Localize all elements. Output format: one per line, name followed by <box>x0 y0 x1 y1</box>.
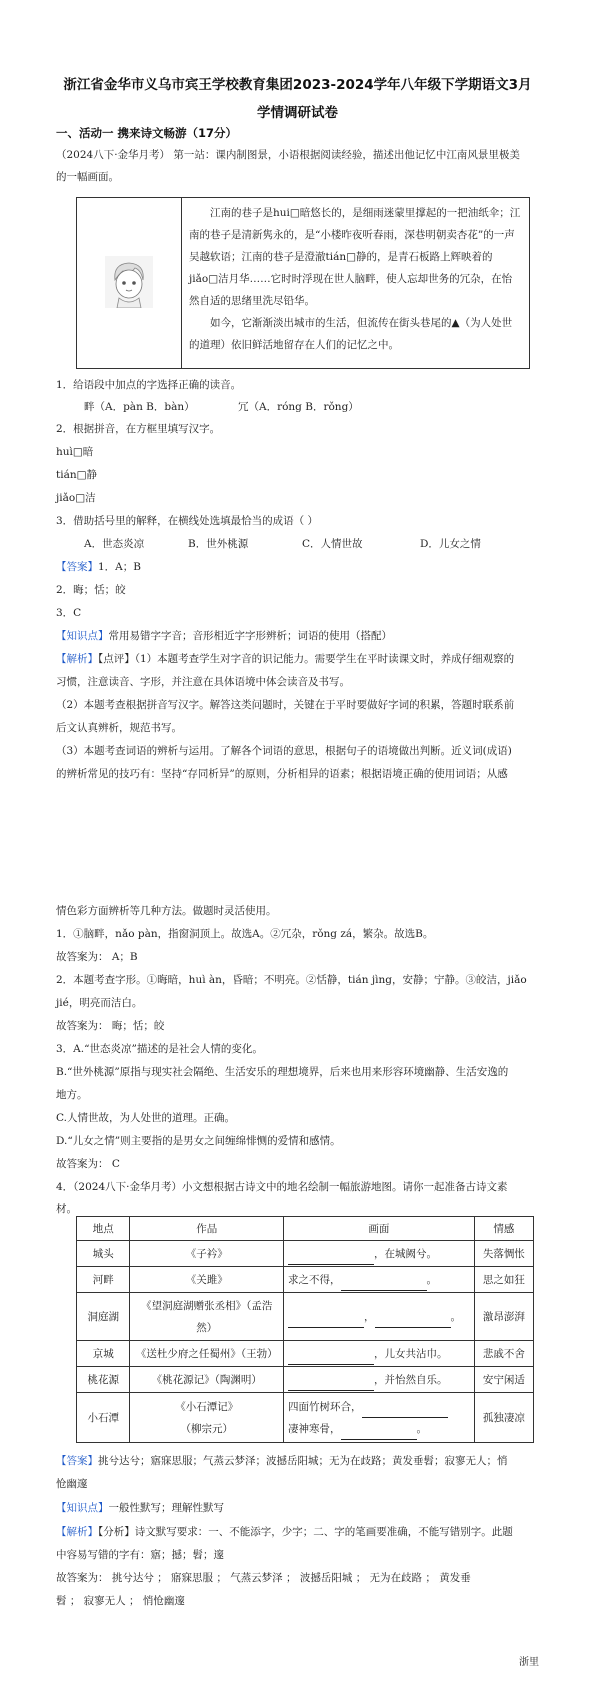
header-work: 作品 <box>130 1217 284 1241</box>
section-heading: 一、活动一 携来诗文畅游（17分） <box>56 126 238 140</box>
cell-emotion: 思之如狂 <box>474 1267 533 1293</box>
table-row <box>77 1341 534 1367</box>
table-header-row <box>77 1217 534 1241</box>
page-footer: 浙里 <box>519 1657 539 1668</box>
scene-text: 四面竹树环合， <box>288 1400 362 1413</box>
cell-place: 京城 <box>77 1341 130 1367</box>
cell-emotion: 悲戚不舍 <box>474 1341 533 1367</box>
fill-blank[interactable] <box>341 1276 427 1291</box>
analysis4-line1 <box>56 1521 544 1543</box>
cell-work <box>130 1393 284 1443</box>
question-intro-line2: 的一幅画面。 <box>56 171 119 183</box>
work-author: （柳宗元） <box>180 1422 233 1435</box>
fill-blank[interactable] <box>375 1313 451 1328</box>
cell-scene <box>284 1341 475 1367</box>
analysis4-line4: 髫 ； 寂寥无人 ； 悄怆幽邃 <box>56 1595 185 1607</box>
fill-blank[interactable] <box>288 1250 374 1265</box>
q2-item-c: jiǎo□洁 <box>56 492 96 504</box>
doc-title-line2: 学情调研试卷 <box>257 105 338 121</box>
q3-stem: 3．借助括号里的解释，在横线处选填最恰当的成语（ ） <box>56 515 319 527</box>
knowledge4-line <box>56 1497 544 1519</box>
cell-scene <box>284 1241 475 1267</box>
q3-option-a: A．世态炎凉 <box>84 538 145 550</box>
header-emotion: 情感 <box>474 1217 533 1241</box>
cell-work: 《关雎》 <box>130 1267 284 1293</box>
analysis-text-1: 【点评】（1）本题考查学生对字音的识记能力。需要学生在平时读课文时，养成仔细观察的 <box>98 653 515 665</box>
analysis-cont-12: 故答案为： C <box>56 1158 120 1170</box>
analysis-cont-11: D.“儿女之情”则主要指的是男女之间缠绵悱恻的爱情和感情。 <box>56 1135 341 1147</box>
cell-emotion: 安宁闲适 <box>474 1367 533 1393</box>
analysis-line2: 习惯，注意读音、字形，并注意在具体语境中体会读音及书写。 <box>56 676 350 688</box>
fill-blank[interactable] <box>362 1403 448 1418</box>
knowledge-tag: 【知识点】 <box>56 1502 109 1514</box>
answer-3: 3．C <box>56 607 82 619</box>
cell-place: 洞庭湖 <box>77 1293 130 1341</box>
q3-option-b: B．世外桃源 <box>188 538 249 550</box>
fill-blank[interactable] <box>341 1425 417 1440</box>
cell-emotion: 失落惆怅 <box>474 1241 533 1267</box>
q2-item-a: huì□暗 <box>56 446 94 458</box>
analysis-cont-1: 情色彩方面辨析等几种方法。做题时灵活使用。 <box>56 905 277 917</box>
table-row <box>77 1367 534 1393</box>
q2-item-b: tián□静 <box>56 469 98 481</box>
answer-1: 1．A；B <box>98 561 141 573</box>
q2-stem: 2．根据拼音，在方框里填写汉字。 <box>56 423 221 435</box>
poem-paragraph-2: 如今，它渐渐淡出城市的生活，但流传在街头巷尾的▲（为人处世的道理）依旧鲜活地留存在人们的记忆之中。 <box>189 317 513 351</box>
cell-scene <box>284 1267 475 1293</box>
knowledge-text: 常用易错字字音；音形相近字字形辨析；词语的使用（搭配） <box>108 630 392 642</box>
poem-illustration <box>77 198 182 368</box>
scene-text: ，在城阙兮。 <box>374 1247 437 1260</box>
analysis-cont-2: 1．①脑畔，nǎo pàn，指窗洞顶上。故选A。②冗杂，rǒng zá，繁杂。故选B。 <box>56 928 434 940</box>
cell-scene <box>284 1393 475 1443</box>
analysis-tag: 【解析】 <box>56 1526 98 1538</box>
knowledge-line <box>56 625 544 647</box>
cell-work: 《桃花源记》（陶渊明） <box>130 1367 284 1393</box>
analysis-cont-6: 故答案为： 晦；恬；皎 <box>56 1020 165 1032</box>
knowledge-tag: 【知识点】 <box>56 630 109 642</box>
cell-emotion: 激昂澎湃 <box>474 1293 533 1341</box>
scene-text: 。 <box>416 1422 427 1435</box>
q3-option-c: C．人情世故 <box>302 538 363 550</box>
analysis-tag: 【解析】 <box>56 653 98 665</box>
table-row <box>77 1267 534 1293</box>
header-scene: 画面 <box>284 1217 475 1241</box>
scene-text: 。 <box>426 1273 437 1286</box>
cell-emotion: 孤独凄凉 <box>474 1393 533 1443</box>
q1-option-a: 畔（A．pàn B．bàn） <box>84 401 195 413</box>
cell-place: 河畔 <box>77 1267 130 1293</box>
answer-tag: 【答案】 <box>56 1455 98 1467</box>
analysis-line6: 的辨析常见的技巧有：坚持“存同析异”的原则，分析相异的语素；根据语境正确的使用词语；从感 <box>56 768 508 780</box>
header-place: 地点 <box>77 1217 130 1241</box>
analysis-line1 <box>56 648 544 670</box>
analysis-cont-8: B.“世外桃源”原指与现实社会隔绝、生活安乐的理想境界，后来也用来形容环境幽静、生活安逸的 <box>56 1066 509 1078</box>
cell-scene <box>284 1367 475 1393</box>
answer-2: 2．晦；恬；皎 <box>56 584 126 596</box>
scene-text: 求之不得， <box>288 1273 341 1286</box>
analysis-line4: 后文认真辨析，规范书写。 <box>56 722 182 734</box>
analysis4-line2: 中容易写错的字有：寤；撼；髫；邃 <box>56 1549 224 1561</box>
scene-text: 凄神寒骨， <box>288 1422 341 1435</box>
analysis4-text-1: 【分析】诗文默写要求：一、不能添字，少字；二、字的笔画要准确，不能写错别字。此题 <box>98 1526 513 1538</box>
cell-work: 《送杜少府之任蜀州》（王勃） <box>130 1341 284 1367</box>
q4-stem-line2: 材。 <box>56 1203 77 1215</box>
analysis-cont-5: jié，明亮而洁白。 <box>56 997 143 1009</box>
answer4-line2: 怆幽邃 <box>56 1478 88 1490</box>
cell-scene <box>284 1293 475 1341</box>
poem-map-table <box>76 1216 534 1443</box>
question-intro-line1: （2024八下·金华月考） 第一站：课内制图景，小语根据阅读经验，描述出他记忆中江南风景里极美 <box>56 149 520 161</box>
answer4-line1 <box>56 1450 544 1472</box>
analysis-line5: （3）本题考查词语的辨析与运用。了解各个词语的意思，根据句子的语境做出判断。近义词(成语) <box>56 745 512 757</box>
scene-text: ， <box>364 1310 375 1323</box>
knowledge4-text: 一般性默写；理解性默写 <box>108 1502 224 1514</box>
analysis-cont-3: 故答案为： A；B <box>56 951 138 963</box>
analysis-line3: （2）本题考查根据拼音写汉字。解答这类问题时，关键在于平时要做好字词的积累，答题时联系前 <box>56 699 515 711</box>
table-row <box>77 1293 534 1341</box>
poem-box <box>76 197 530 369</box>
analysis-cont-7: 3．A.“世态炎凉”描述的是社会人情的变化。 <box>56 1043 263 1055</box>
fill-blank[interactable] <box>288 1350 374 1365</box>
table-row <box>77 1241 534 1267</box>
fill-blank[interactable] <box>288 1376 374 1391</box>
cell-place: 桃花源 <box>77 1367 130 1393</box>
answer4-text-1: 挑兮达兮；寤寐思服；气蒸云梦泽；波撼岳阳城；无为在歧路；黄发垂髫；寂寥无人；悄 <box>98 1455 508 1467</box>
analysis4-line3: 故答案为： 挑兮达兮 ； 寤寐思服 ； 气蒸云梦泽 ； 波撼岳阳城 ； 无为在歧路 ； 黄发垂 <box>56 1572 471 1584</box>
answer-line <box>56 556 544 578</box>
cell-work: 《望洞庭湖赠张丞相》（孟浩然） <box>130 1293 284 1341</box>
work-title: 《小石潭记》 <box>175 1400 239 1413</box>
analysis-cont-4: 2．本题考查字形。①晦暗，huì àn，昏暗；不明亮。②恬静，tián jìng，安静；宁静。③皎洁，jiǎo <box>56 974 527 986</box>
scene-text: ，并怡然自乐。 <box>374 1373 448 1386</box>
table-row <box>77 1393 534 1443</box>
cell-work: 《子衿》 <box>130 1241 284 1267</box>
q1-option-b: 冗（A．róng B．rǒng） <box>238 401 359 413</box>
fill-blank[interactable] <box>288 1313 364 1328</box>
q1-stem: 1．给语段中加点的字选择正确的读音。 <box>56 379 242 391</box>
analysis-cont-9: 地方。 <box>56 1089 88 1101</box>
q4-stem-line1: 4．（2024八下·金华月考）小文想根据古诗文中的地名绘制一幅旅游地图。请你一起准备古诗文素 <box>56 1181 508 1193</box>
scene-text: ，儿女共沾巾。 <box>374 1347 448 1360</box>
doc-title-line1: 浙江省金华市义乌市宾王学校教育集团2023-2024学年八年级下学期语文3月 <box>63 77 532 93</box>
q3-option-d: D．儿女之情 <box>420 538 481 550</box>
answer-tag: 【答案】 <box>56 561 98 573</box>
cartoon-boy-icon <box>105 256 153 308</box>
scene-text: 。 <box>450 1310 461 1323</box>
analysis-cont-10: C.人情世故，为人处世的道理。正确。 <box>56 1112 235 1124</box>
cell-place: 城头 <box>77 1241 130 1267</box>
poem-text <box>189 202 521 356</box>
poem-paragraph-1: 江南的巷子是hui□暗悠长的，是细雨迷蒙里撑起的一把油纸伞；江南的巷子是清新隽永的，是“小楼昨夜听春雨，深巷明朝卖杏花”的一声吴越软语；江南的巷子是澄澈tián□静的，是青石板路上辉映着的jiǎo□洁月华……它时时浮现在世人脑畔，使人忘却世务的冗杂，在怡然自适的思绪里洗尽铅华。 <box>189 207 521 307</box>
cell-place: 小石潭 <box>77 1393 130 1443</box>
